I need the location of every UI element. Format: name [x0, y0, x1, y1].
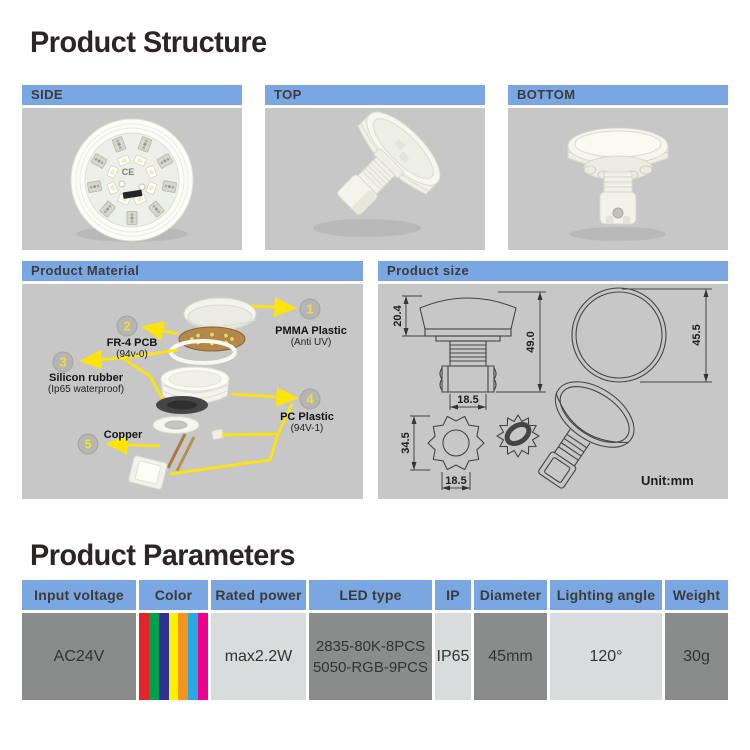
nut-front-drawing — [428, 416, 484, 469]
color-stripe — [139, 613, 149, 700]
header-weight: Weight — [665, 580, 728, 610]
connector-part — [128, 455, 168, 489]
gear-washer-drawing — [497, 415, 539, 457]
part-number-1: 1 — [300, 298, 321, 319]
color-stripe — [188, 613, 198, 700]
part-label-pmma: PMMA Plastic (Anti UV) — [275, 324, 347, 349]
header-rated-power: Rated power — [211, 580, 306, 610]
material-diagram — [22, 284, 363, 499]
part-number-4: 4 — [300, 388, 321, 409]
size-panel-label: Product size — [378, 261, 728, 281]
cell-led-type — [309, 613, 432, 700]
dim-nut-width: 18.5 — [445, 474, 467, 487]
unit-label: Unit:mm — [641, 472, 694, 488]
color-stripe — [159, 613, 169, 700]
color-swatch-stripes — [139, 613, 208, 700]
part-label-pcb: FR-4 PCB (94v-0) — [106, 336, 158, 361]
header-input-voltage: Input voltage — [22, 580, 136, 610]
view-label-side: SIDE — [22, 85, 242, 105]
view-panel-bottom — [508, 85, 728, 250]
part-number-3: 3 — [53, 351, 74, 372]
header-diameter: Diameter — [474, 580, 547, 610]
cell-weight: 30g — [665, 613, 728, 700]
part-number-2: 2 — [117, 315, 138, 336]
structure-heading: Product Structure — [30, 26, 267, 59]
material-panel — [22, 261, 363, 499]
size-diagram — [378, 284, 728, 499]
cell-diameter: 45mm — [474, 613, 547, 700]
bottom-photo — [508, 108, 728, 250]
led-type-line1: 2835-80K-8PCS — [315, 637, 426, 655]
copper-pins-part — [168, 434, 194, 471]
part-label-pc: PC Plastic (94V-1) — [280, 410, 334, 435]
parameters-table — [22, 580, 728, 700]
part-number-5: 5 — [78, 433, 99, 454]
ce-mark: CE — [121, 166, 135, 177]
dimension-drawing — [378, 284, 728, 497]
header-color: Color — [139, 580, 208, 610]
front-circle-drawing — [572, 288, 666, 382]
dim-face-diameter: 45.5 — [691, 323, 703, 346]
led-type-line2: 5050-RGB-9PCS — [312, 658, 429, 676]
dim-total-height: 49.0 — [525, 330, 537, 353]
washer-part — [153, 416, 224, 439]
side-photo — [22, 108, 242, 250]
color-stripe — [149, 613, 159, 700]
cell-lighting-angle: 120° — [550, 613, 662, 700]
side-photo-illustration — [24, 108, 240, 250]
header-ip: IP — [435, 580, 471, 610]
views-row — [22, 85, 728, 250]
cell-input-voltage: AC24V — [22, 613, 136, 700]
cell-rated-power: max2.2W — [211, 613, 306, 700]
top-photo-illustration — [267, 108, 483, 250]
color-stripe — [198, 613, 208, 700]
material-panel-label: Product Material — [22, 261, 363, 281]
dim-nut-height: 34.5 — [400, 431, 412, 454]
part-label-silicon: Silicon rubber (Ip65 waterproof) — [47, 371, 125, 396]
header-lighting-angle: Lighting angle — [550, 580, 662, 610]
view-panel-top — [265, 85, 485, 250]
color-stripe — [169, 613, 179, 700]
dim-thread-width: 18.5 — [457, 393, 479, 406]
part-label-copper: Copper — [103, 428, 143, 441]
detail-row — [22, 261, 728, 499]
parameters-heading: Product Parameters — [30, 538, 296, 572]
header-led-type: LED type — [309, 580, 432, 610]
cell-ip: IP65 — [435, 613, 471, 700]
dimension-labels — [392, 304, 703, 487]
view-panel-side — [22, 85, 242, 250]
side-view-drawing — [420, 298, 516, 392]
dim-cap-height: 20.4 — [392, 304, 404, 327]
view-label-bottom: BOTTOM — [508, 85, 728, 105]
color-stripe — [178, 613, 188, 700]
bottom-photo-illustration — [510, 108, 726, 250]
top-photo — [265, 108, 485, 250]
view-label-top: TOP — [265, 85, 485, 105]
size-panel — [378, 261, 728, 499]
body-part — [156, 367, 229, 414]
lens-part — [184, 298, 256, 330]
